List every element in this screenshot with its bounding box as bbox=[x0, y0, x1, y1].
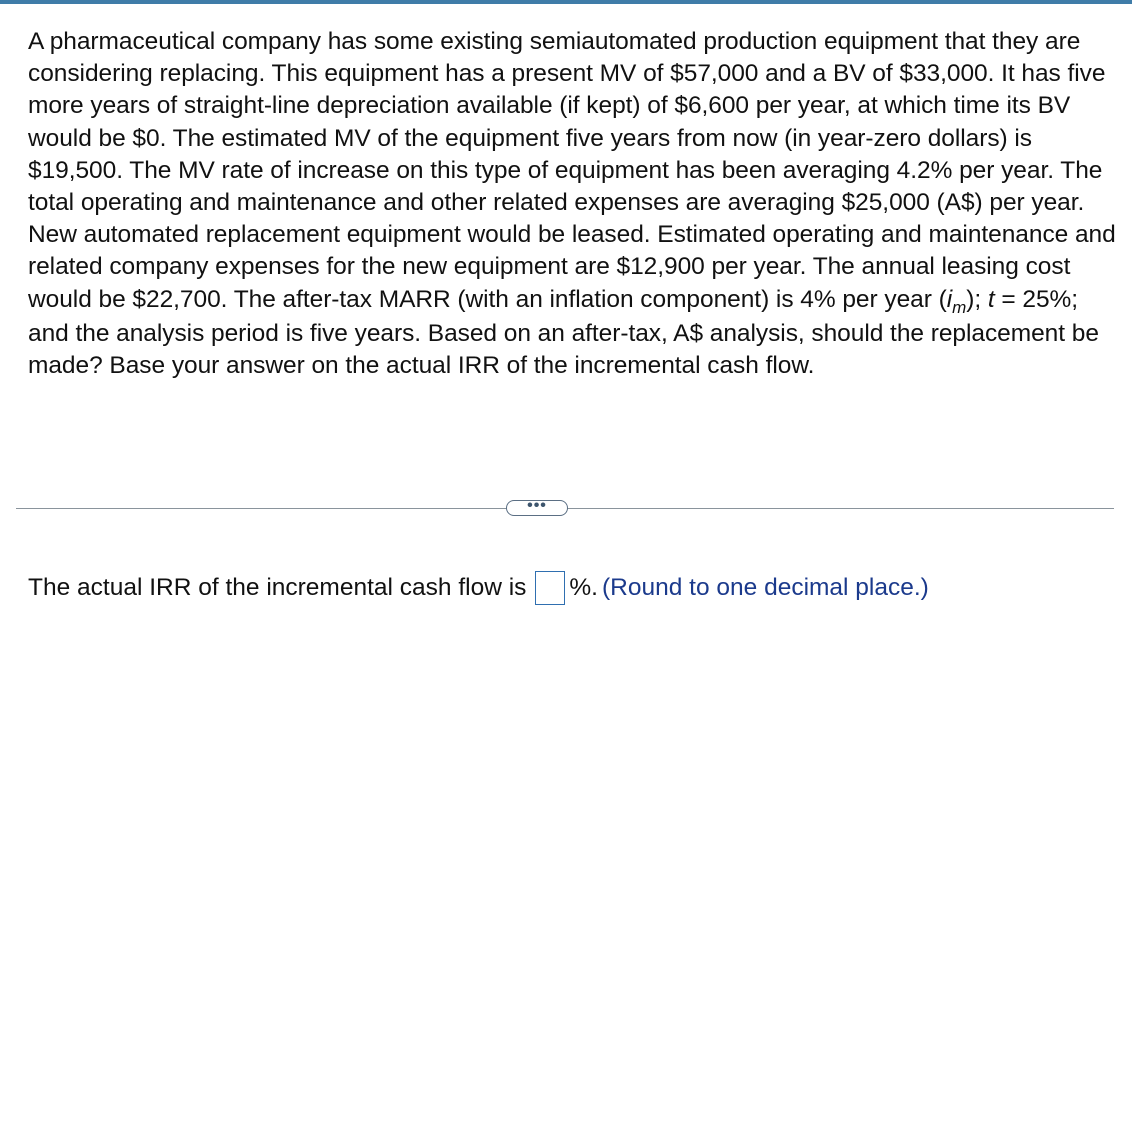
show-more-button[interactable]: ••• bbox=[506, 500, 568, 516]
top-accent-bar bbox=[0, 0, 1132, 4]
variable-subscript-m: m bbox=[952, 297, 967, 317]
variable-t: t bbox=[987, 285, 995, 313]
rounding-hint: (Round to one decimal place.) bbox=[601, 574, 929, 601]
variable-i: i bbox=[946, 285, 953, 313]
question-paragraph-2 bbox=[28, 219, 1118, 382]
question-paragraph-2-end: = 25%; and the analysis period is five years. Based on an after-tax, A$ analysis, should the replacement be made? Base your answer on the actual IRR of the incremental cash flow. bbox=[28, 285, 1099, 380]
answer-prefix: The actual IRR of the incremental cash flow is bbox=[28, 574, 527, 601]
question-text bbox=[28, 26, 1118, 382]
answer-suffix: %. bbox=[569, 574, 598, 601]
answer-row bbox=[28, 570, 929, 606]
question-paragraph-2-start: New automated replacement equipment would be leased. Estimated operating and maintenance and related company expenses for the new equipment are $12,900 per year. The annual leasing cost would be $22,700. The after-tax MARR (with an inflation component) is 4% per year ( bbox=[28, 221, 1116, 313]
question-paragraph-2-mid: ); bbox=[966, 285, 988, 313]
irr-answer-input[interactable] bbox=[535, 571, 565, 605]
question-paragraph-1: A pharmaceutical company has some existing semiautomated production equipment that they are considering replacing. This equipment has a present MV of $57,000 and a BV of $33,000. It has five more years of straight-line depreciation available (if kept) of $6,600 per year, at which time its BV would be $0. The estimated MV of the equipment five years from now (in year-zero dollars) is $19,500. The MV rate of increase on this type of equipment has been averaging 4.2% per year. The total operating and maintenance and other related expenses are averaging $25,000 (A$) per year. bbox=[28, 28, 1106, 217]
